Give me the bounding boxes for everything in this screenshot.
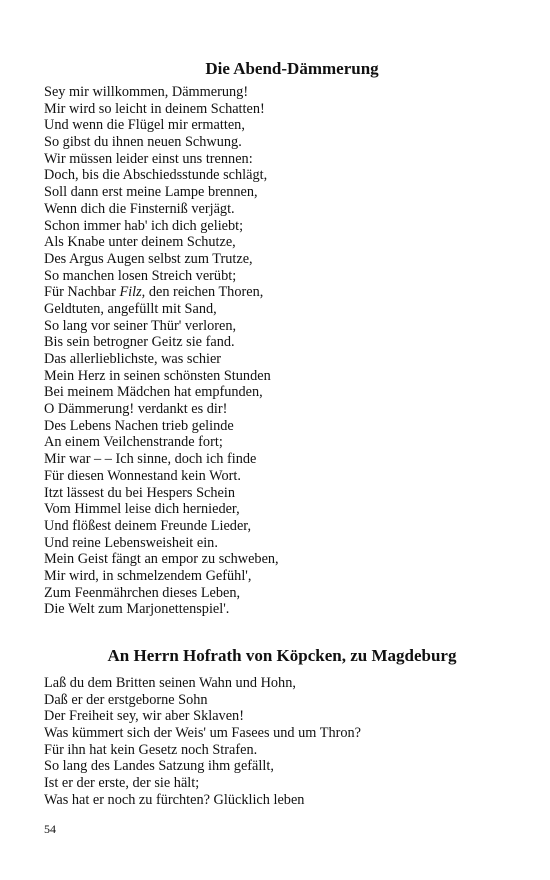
poem-line: Mir wird so leicht in deinem Schatten! — [44, 100, 265, 117]
poem-line: Itzt lässest du bei Hespers Schein — [44, 484, 235, 501]
poem-line: Soll dann erst meine Lampe brennen, — [44, 184, 258, 201]
poem-body — [44, 84, 524, 618]
poem-line: Daß er der erstgeborne Sohn — [44, 691, 208, 708]
poem-line: Und flößest deinem Freunde Lieder, — [44, 517, 252, 534]
poem-line: Vom Himmel leise dich hernieder, — [44, 501, 240, 518]
page-number: 54 — [44, 822, 56, 836]
poem-line: Mein Herz in seinen schönsten Stunden — [44, 367, 271, 384]
poem-line: Wenn dich die Finsterniß verjägt. — [44, 200, 235, 217]
poem-line: Ist er der erste, der sie hält; — [44, 775, 200, 792]
poem-line: Laß du dem Britten seinen Wahn und Hohn, — [44, 675, 296, 691]
poem-line: Der Freiheit sey, wir aber Sklaven! — [44, 708, 244, 725]
poem-line: Mein Geist fängt an empor zu schweben, — [44, 551, 279, 568]
poem-line: Mir war – – Ich sinne, doch ich finde — [44, 451, 257, 468]
poem-title: An Herrn Hofrath von Köpcken, zu Magdeburg — [107, 646, 457, 665]
poem-line: Bei meinem Mädchen hat empfunden, — [44, 384, 263, 401]
poem-line: So lang des Landes Satzung ihm gefällt, — [44, 758, 274, 775]
poem-line: Für diesen Wonnestand kein Wort. — [44, 467, 241, 484]
line-text: Für Nachbar — [44, 284, 120, 301]
poem-line: Bis sein betrogner Geitz sie fand. — [44, 334, 235, 351]
poem-line: Doch, bis die Abschiedsstunde schlägt, — [44, 167, 268, 184]
poem-line: So lang vor seiner Thür' verloren, — [44, 317, 237, 334]
poem-line-mixed — [44, 284, 524, 301]
poem-line: Geldtuten, angefüllt mit Sand, — [44, 300, 217, 317]
poem-line: Des Argus Augen selbst zum Trutze, — [44, 250, 253, 267]
poem-line: Und wenn die Flügel mir ermatten, — [44, 117, 245, 134]
poem-line: Schon immer hab' ich dich geliebt; — [44, 217, 244, 234]
poem-line: Des Lebens Nachen trieb gelinde — [44, 417, 234, 434]
poem-line: Und reine Lebensweisheit ein. — [44, 534, 218, 551]
poem-line: Die Welt zum Marjonettenspiel'. — [44, 601, 230, 618]
poem-line: Zum Feenmährchen dieses Leben, — [44, 584, 241, 601]
poem-line: Mir wird, in schmelzendem Gefühl', — [44, 567, 252, 584]
poem-line: O Dämmerung! verdankt es dir! — [44, 401, 228, 418]
italic-name: Filz, — [119, 284, 146, 301]
poem-body — [44, 675, 524, 809]
poem-line: An einem Veilchenstrande fort; — [44, 434, 223, 451]
poem-line: Für ihn hat kein Gesetz noch Strafen. — [44, 741, 258, 758]
poem-line: Was hat er noch zu fürchten? Glücklich leben — [44, 791, 305, 808]
poem-line: So manchen losen Streich verübt; — [44, 267, 237, 284]
poem-line: So gibst du ihnen neuen Schwung. — [44, 134, 242, 151]
poem-line: Als Knabe unter deinem Schutze, — [44, 234, 236, 251]
poem-line: Das allerlieblichste, was schier — [44, 351, 222, 367]
poem-title: Die Abend-Dämmerung — [205, 59, 379, 78]
poem-line: Was kümmert sich der Weis' um Fasees und um Thron? — [44, 725, 362, 742]
line-text: den reichen Thoren, — [145, 284, 264, 301]
poem-line: Sey mir willkommen, Dämmerung! — [44, 84, 249, 100]
poem-line: Wir müssen leider einst uns trennen: — [44, 150, 253, 167]
